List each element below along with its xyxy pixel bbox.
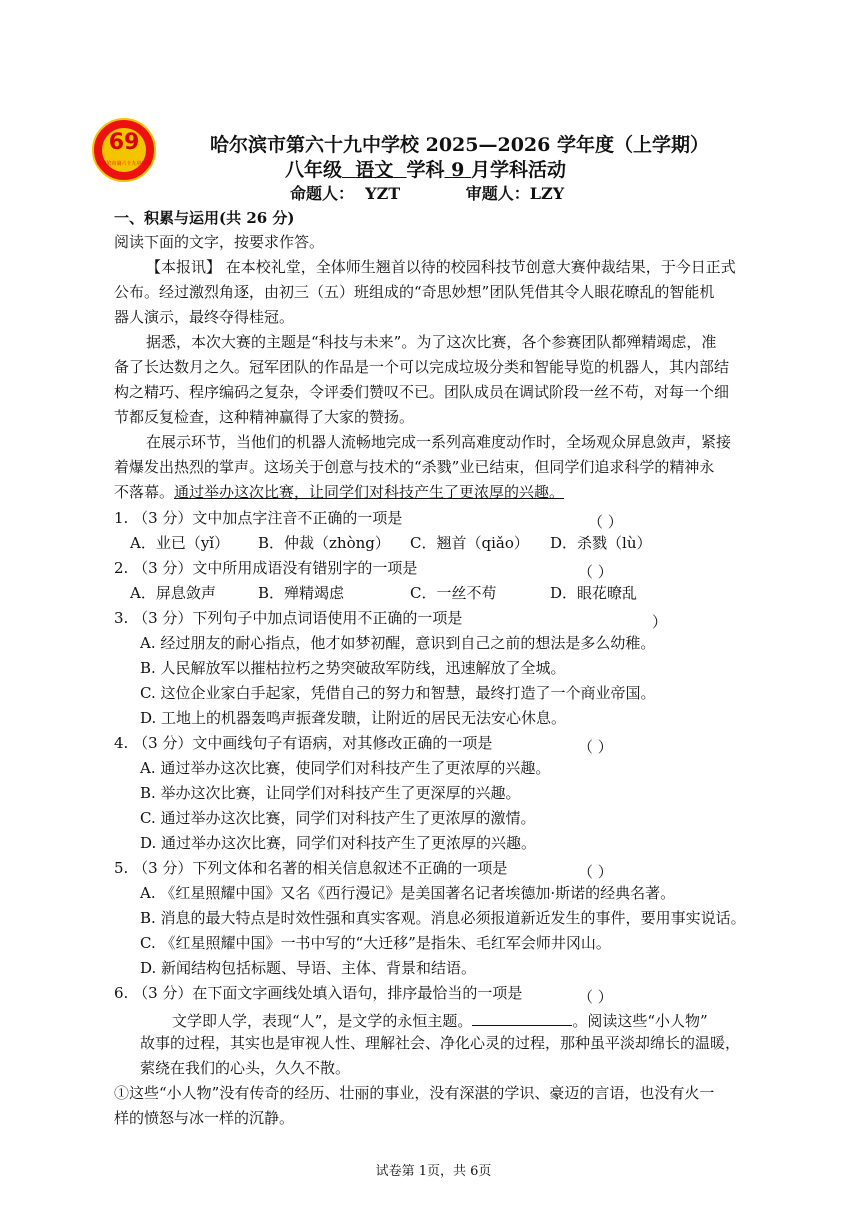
q3-option-c[interactable]: C. 这位企业家白手起家，凭借自己的努力和智慧，最终打造了一个商业帝国。 [140, 684, 656, 702]
month-label: 9 [451, 159, 465, 181]
underlined-sentence: 通过举办这次比赛，让同学们对科技产生了更浓厚的兴趣。 [174, 483, 565, 501]
q5-option-d[interactable]: D. 新闻结构包括标题、导语、主体、背景和结语。 [140, 959, 477, 977]
passage-line: 公布。经过激烈角逐，由初三（五）班组成的“奇思妙想”团队凭借其令人眼花暸乱的智能机 [114, 283, 715, 301]
q5-option-b[interactable]: B. 消息的最大特点是时效性强和真实客观。消息必须报道新近发生的事件，要用事实说话。 [140, 909, 746, 927]
exam-subtitle [285, 155, 566, 182]
q4-option-d[interactable]: D. 通过举办这次比赛，同学们对科技产生了更浓厚的兴趣。 [140, 834, 537, 852]
question-3-stem: 3. （3 分）下列句子中加点词语使用不正确的一项是 [114, 609, 463, 627]
reviewer-label: 审题人： [465, 184, 530, 203]
instruction: 阅读下面的文字，按要求作答。 [114, 233, 325, 251]
subject-label: 语文 [355, 159, 394, 181]
answer-paren-5[interactable]: （ ） [578, 863, 613, 881]
school-logo [92, 118, 156, 182]
q2-option-c[interactable]: C．一丝不苟 [410, 584, 497, 602]
answer-paren-6[interactable]: （ ） [578, 988, 613, 1006]
q5-option-c[interactable]: C. 《红星照耀中国》一书中写的“大迁移”是指朱、毛红军会师井冈山。 [140, 934, 611, 952]
reviewer-name: LZY [529, 184, 565, 203]
q6-option-1: ①这些“小人物”没有传奇的经历、壮丽的事业，没有深湛的学识、豪迈的言语，也没有火一 [114, 1084, 715, 1102]
author-line [290, 181, 564, 204]
section-title: 一、积累与运用(共 26 分) [114, 209, 295, 227]
passage-line: 不落幕。通过举办这次比赛，让同学们对科技产生了更浓厚的兴趣。 [114, 483, 565, 501]
question-2-stem: 2. （3 分）文中所用成语没有错别字的一项是 [114, 559, 418, 577]
q3-option-d[interactable]: D. 工地上的机器轰鸣声振聋发聩，让附近的居民无法安心休息。 [140, 709, 567, 727]
q1-option-c[interactable]: C．翘首（qiǎo） [410, 534, 529, 552]
author-label: 命题人： [290, 184, 355, 203]
passage-line: 在展示环节，当他们的机器人流畅地完成一系列高难度动作时，全场观众屏息敛声，紧接 [146, 433, 732, 451]
fill-blank[interactable] [472, 1011, 572, 1026]
activity-label: 月学科活动 [471, 159, 567, 181]
q1-option-a[interactable]: A．业已（yǐ） [130, 534, 230, 552]
q4-option-c[interactable]: C. 通过举办这次比赛，同学们对科技产生了更浓厚的激情。 [140, 809, 536, 827]
passage-line: 备了长达数月之久。冠军团队的作品是一个可以完成垃圾分类和智能导览的机器人，其内部结 [114, 358, 730, 376]
grade-label: 八年级 [285, 159, 343, 181]
passage-line: 构之精巧、程序编码之复杂，令评委们赞叹不已。团队成员在调试阶段一丝不苟，对每一个细 [114, 383, 730, 401]
q6-option-1-cont: 样的愤怒与冰一样的沉静。 [114, 1109, 295, 1127]
q4-option-b[interactable]: B. 举办这次比赛，让同学们对科技产生了更深厚的兴趣。 [140, 784, 521, 802]
q2-option-b[interactable]: B．殚精竭虑 [258, 584, 345, 602]
passage-line: 着爆发出热烈的掌声。这场关于创意与技术的“杀戮”业已结束，但同学们追求科学的精神永 [114, 458, 715, 476]
q2-option-d[interactable]: D．眼花暸乱 [550, 584, 638, 602]
q1-option-d[interactable]: D．杀戮（lù） [550, 534, 652, 552]
passage-line: 器人演示，最终夺得桂冠。 [114, 308, 295, 326]
answer-paren-4[interactable]: （ ） [578, 738, 613, 756]
question-6-stem: 6. （3 分）在下面文字画线处填入语句，排序最恰当的一项是 [114, 984, 523, 1002]
q3-option-a[interactable]: A. 经过朋友的耐心指点，他才如梦初醒，意识到自己之前的想法是多么幼稚。 [140, 634, 656, 652]
answer-paren-2[interactable]: （ ） [578, 563, 613, 581]
question-1-stem: 1. （3 分）文中加点字注音不正确的一项是 [114, 509, 403, 527]
q5-option-a[interactable]: A. 《红星照耀中国》又名《西行漫记》是美国著名记者埃德加·斯诺的经典名著。 [140, 884, 676, 902]
question-5-stem: 5. （3 分）下列文体和名著的相关信息叙述不正确的一项是 [114, 859, 508, 877]
exam-title: 哈尔滨市第六十九中学校 2025—2026 学年度（上学期） [210, 134, 709, 156]
q6-passage-line: 故事的过程，其实也是审视人性、理解社会、净化心灵的过程，那种虽平淡却绵长的温暖， [140, 1034, 741, 1052]
q6-passage-line: 萦绕在我们的心头，久久不散。 [140, 1059, 351, 1077]
q6-passage-start: 文学即人学，表现“人”，是文学的永恒主题。 。阅读这些“小人物” [172, 1012, 708, 1030]
q3-option-b[interactable]: B. 人民解放军以摧枯拉朽之势突破敌军防线，迅速解放了全城。 [140, 659, 566, 677]
logo-caption: 哈尔滨市第六十九中学校 [96, 161, 152, 167]
subject-suffix: 学科 [406, 159, 445, 181]
author-name: YZT [365, 184, 401, 203]
question-4-stem: 4. （3 分）文中画线句子有语病，对其修改正确的一项是 [114, 734, 493, 752]
q2-option-a[interactable]: A．屏息敛声 [130, 584, 216, 602]
answer-paren-1[interactable]: （ ） [588, 513, 623, 531]
answer-paren-3[interactable]: ） [652, 613, 668, 631]
passage-line: 节都反复检查，这种精神赢得了大家的赞扬。 [114, 408, 415, 426]
logo-number: 69 [108, 130, 140, 155]
passage-line: 据悉，本次大赛的主题是“科技与未来”。为了这次比赛，各个参赛团队都殚精竭虑，准 [146, 333, 717, 351]
passage-line: 【本报讯】 在本校礼堂，全体师生翘首以待的校园科技节创意大赛仲裁结果，于今日正式 [146, 258, 736, 276]
q1-option-b[interactable]: B．仲裁（zhòng） [258, 534, 390, 552]
page-footer: 试卷第 1页，共 6页 [375, 1164, 492, 1179]
q4-option-a[interactable]: A. 通过举办这次比赛，使同学们对科技产生了更浓厚的兴趣。 [140, 759, 551, 777]
